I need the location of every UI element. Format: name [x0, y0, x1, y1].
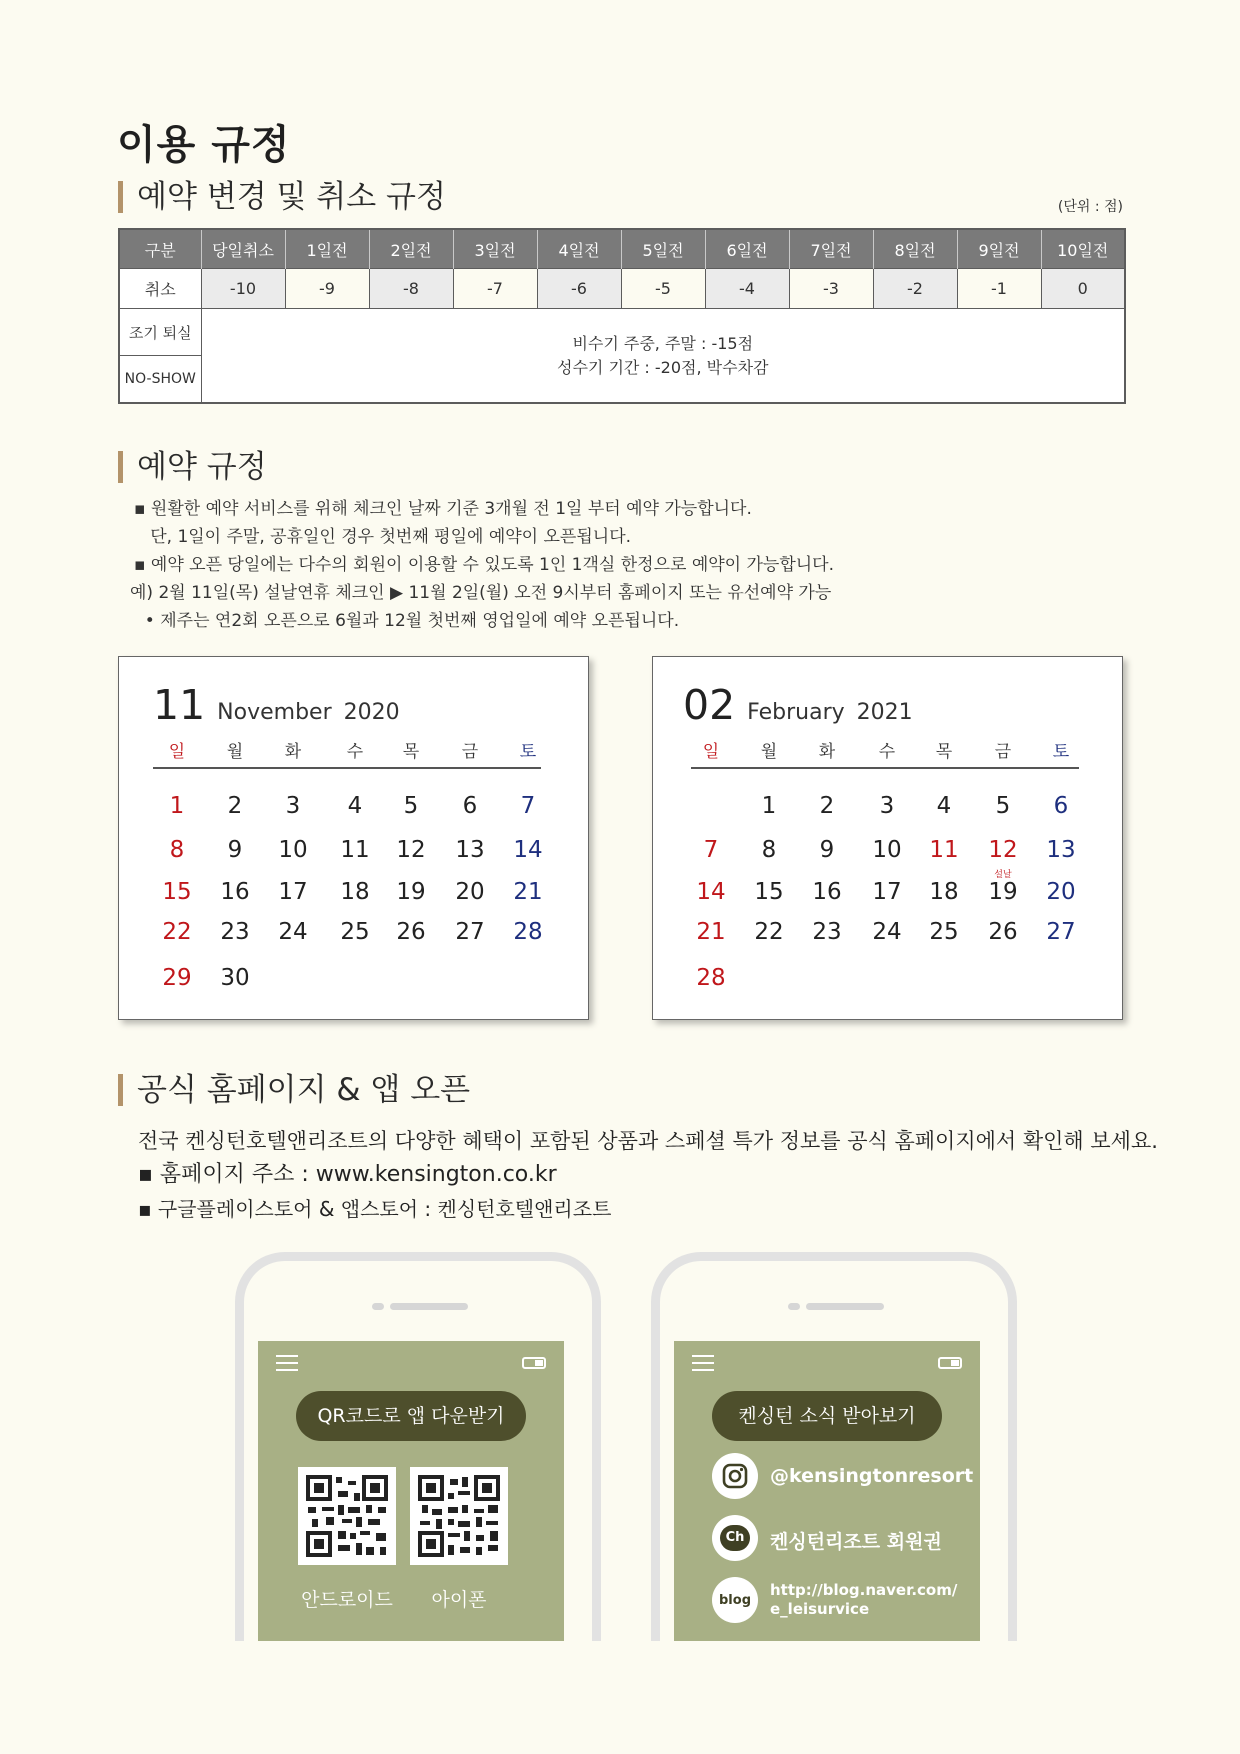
rule-line: • 제주는 연2회 오픈으로 6월과 12월 첫번째 영업일에 예약 오픈됩니다. [134, 611, 680, 631]
weekday-header: 수 [878, 742, 896, 762]
calendar-day: 18 [340, 879, 370, 905]
calendar-day: 11 [929, 837, 959, 863]
calendar-day: 20 [1046, 879, 1076, 905]
table-cell: -3 [789, 269, 873, 309]
calendar-day: 11 [340, 837, 370, 863]
weekday-header: 토 [1052, 742, 1070, 762]
calendar-day: 4 [347, 793, 363, 819]
calendar-day: 7 [703, 837, 719, 863]
calendar-day: 2 [819, 793, 835, 819]
calendar-day: 6 [462, 793, 478, 819]
section-title-reservation-rules: 예약 규정 [118, 451, 267, 483]
weekday-header: 일 [702, 742, 720, 762]
menu-icon[interactable] [276, 1355, 298, 1371]
calendar-year: 2021 [856, 700, 913, 725]
table-cell: -9 [285, 269, 369, 309]
table-header-cell: 1일전 [285, 229, 369, 269]
section-title-homepage-app: 공식 홈페이지 & 앱 오픈 [118, 1074, 470, 1106]
calendar-day: 8 [761, 837, 777, 863]
calendar-day: 6 [1053, 793, 1069, 819]
table-header-cell: 4일전 [537, 229, 621, 269]
phone-speaker [806, 1303, 884, 1310]
calendar-day: 24 [278, 919, 308, 945]
table-row-cancel [119, 269, 1125, 309]
instagram-icon [712, 1453, 758, 1499]
calendar-day: 21 [513, 879, 543, 905]
phone-screen [258, 1341, 564, 1641]
calendar-divider [691, 767, 1079, 769]
calendar-day: 23 [220, 919, 250, 945]
weekday-header: 수 [346, 742, 364, 762]
table-row-label: NO-SHOW [119, 356, 201, 404]
calendar-day: 16 [220, 879, 250, 905]
calendar-day: 8 [169, 837, 185, 863]
phone-speaker [390, 1303, 468, 1310]
calendar-day: 9 [227, 837, 243, 863]
page-title: 이용 규정 [117, 122, 291, 168]
calendar-day: 27 [1046, 919, 1076, 945]
blog-url: http://blog.naver.com/ e_leisurvice [770, 1581, 958, 1618]
table-cell: -1 [957, 269, 1041, 309]
section-title-cancel-policy: 예약 변경 및 취소 규정 [118, 181, 446, 213]
android-label: 안드로이드 [301, 1589, 393, 1611]
weekday-header: 금 [994, 742, 1012, 762]
calendar-day: 15 [754, 879, 784, 905]
reservation-rules-list [130, 495, 834, 635]
homepage-url: ▪ 홈페이지 주소 : www.kensington.co.kr [138, 1162, 557, 1187]
news-subscribe-button[interactable]: 켄싱턴 소식 받아보기 [712, 1391, 942, 1441]
table-cell: -7 [453, 269, 537, 309]
menu-icon[interactable] [692, 1355, 714, 1371]
calendar-day: 24 [872, 919, 902, 945]
table-cell: -8 [369, 269, 453, 309]
calendar-day: 16 [812, 879, 842, 905]
calendar-day: 22 [754, 919, 784, 945]
calendar-day: 15 [162, 879, 192, 905]
phone-mockup-app-download [235, 1252, 601, 1641]
calendar-day: 12 [396, 837, 426, 863]
table-header-cell: 6일전 [705, 229, 789, 269]
calendar-month-name: February [747, 700, 845, 725]
rule-line: 단, 1일이 주말, 공휴일인 경우 첫번째 평일에 예약이 오픈됩니다. [134, 527, 632, 547]
rule-line: ▪ 원활한 예약 서비스를 위해 체크인 날짜 기준 3개월 전 1일 부터 예약 가능합니다. [134, 499, 752, 519]
app-store-info: ▪ 구글플레이스토어 & 앱스토어 : 켄싱턴호텔앤리조트 [138, 1197, 612, 1221]
table-header-cell: 구분 [119, 229, 201, 269]
table-cell: -4 [705, 269, 789, 309]
calendar-header [153, 681, 400, 729]
calendar-day: 12 [988, 837, 1018, 863]
calendar-day: 5 [995, 793, 1011, 819]
calendar-day: 13 [1046, 837, 1076, 863]
table-header-cell: 9일전 [957, 229, 1041, 269]
phone-screen [674, 1341, 980, 1641]
weekday-header: 금 [461, 742, 479, 762]
calendar-day: 19 [396, 879, 426, 905]
cancel-policy-table [118, 228, 1126, 404]
calendar-day: 14 [696, 879, 726, 905]
calendar-year: 2020 [343, 700, 400, 725]
calendar-day: 2 [227, 793, 243, 819]
calendar-day: 21 [696, 919, 726, 945]
qr-code-iphone-icon[interactable] [410, 1467, 508, 1565]
calendar-divider [153, 767, 541, 769]
table-header-cell: 3일전 [453, 229, 537, 269]
calendar-day: 9 [819, 837, 835, 863]
app-download-button[interactable]: QR코드로 앱 다운받기 [296, 1391, 526, 1441]
rule-line: 예) 2월 11일(목) 설날연휴 체크인 ▶ 11월 2일(월) 오전 9시부터 홈페이지 또는 유선예약 가능 [130, 583, 832, 603]
blog-icon: blog [712, 1577, 758, 1623]
calendar-day: 3 [879, 793, 895, 819]
calendar-day: 17 [872, 879, 902, 905]
penalty-line-offseason: 비수기 주중, 주말 : -15점 [572, 333, 754, 353]
phone-camera-dot [372, 1303, 384, 1310]
calendar-day: 4 [936, 793, 952, 819]
table-header-cell: 당일취소 [201, 229, 285, 269]
weekday-header: 일 [168, 742, 186, 762]
calendar-header [683, 681, 913, 729]
calendar-day: 26 [396, 919, 426, 945]
calendar-february-2021 [652, 656, 1123, 1020]
calendar-month-number: 11 [153, 681, 206, 729]
phone-mockup-news [651, 1252, 1017, 1641]
table-cell: -10 [201, 269, 285, 309]
rule-line: ▪ 예약 오픈 당일에는 다수의 회원이 이용할 수 있도록 1인 1객실 한정으로 예약이 가능합니다. [134, 555, 834, 575]
weekday-header: 토 [519, 742, 537, 762]
table-cell: 0 [1041, 269, 1125, 309]
calendar-day: 28 [513, 919, 543, 945]
instagram-handle: @kensingtonresort [770, 1465, 974, 1487]
table-cell: -6 [537, 269, 621, 309]
calendar-day: 10 [872, 837, 902, 863]
penalty-note [201, 309, 1125, 404]
weekday-header: 화 [818, 742, 836, 762]
calendar-month-number: 02 [683, 681, 736, 729]
table-cell: -5 [621, 269, 705, 309]
calendar-day: 30 [220, 965, 250, 991]
kakao-channel-name: 켄싱턴리조트 회원권 [770, 1531, 942, 1553]
calendar-day: 17 [278, 879, 308, 905]
table-row-label: 조기 퇴실 [119, 309, 201, 356]
calendar-day: 29 [162, 965, 192, 991]
table-header-row [119, 229, 1125, 269]
table-row-early-checkout [119, 309, 1125, 356]
kakao-channel-link[interactable] [712, 1515, 972, 1563]
calendar-day: 18 [929, 879, 959, 905]
table-row-label: 취소 [119, 269, 201, 309]
unit-note: (단위 : 점) [1057, 199, 1123, 215]
calendar-day: 23 [812, 919, 842, 945]
calendar-day: 28 [696, 965, 726, 991]
weekday-header: 목 [402, 742, 420, 762]
instagram-link[interactable] [712, 1453, 972, 1501]
weekday-header: 화 [284, 742, 302, 762]
calendar-day: 14 [513, 837, 543, 863]
calendar-day: 3 [285, 793, 301, 819]
holiday-label: 설날 [994, 870, 1012, 880]
penalty-line-peakseason: 성수기 기간 : -20점, 박수차감 [556, 357, 769, 377]
phone-camera-dot [788, 1303, 800, 1310]
table-header-cell: 8일전 [873, 229, 957, 269]
homepage-description: 전국 켄싱턴호텔앤리조트의 다양한 혜택이 포함된 상품과 스페셜 특가 정보를 공식 홈페이지에서 확인해 보세요. [138, 1129, 1158, 1153]
calendar-day: 25 [929, 919, 959, 945]
calendar-day: 1 [169, 793, 185, 819]
calendar-day: 26 [988, 919, 1018, 945]
homepage-info [138, 1124, 1158, 1226]
weekday-header: 월 [226, 742, 244, 762]
calendar-day: 13 [455, 837, 485, 863]
calendar-day: 25 [340, 919, 370, 945]
table-header-cell: 2일전 [369, 229, 453, 269]
iphone-label: 아이폰 [431, 1589, 487, 1611]
calendar-day: 1 [761, 793, 777, 819]
calendar-day: 19 [988, 879, 1018, 905]
battery-icon [522, 1357, 546, 1369]
blog-link[interactable] [712, 1577, 972, 1625]
calendar-month-name: November [217, 700, 332, 725]
table-header-cell: 7일전 [789, 229, 873, 269]
calendar-day: 22 [162, 919, 192, 945]
calendar-day: 27 [455, 919, 485, 945]
table-header-cell: 10일전 [1041, 229, 1125, 269]
battery-icon [938, 1357, 962, 1369]
kakao-channel-icon: Ch [712, 1515, 758, 1561]
table-cell: -2 [873, 269, 957, 309]
calendar-day: 5 [403, 793, 419, 819]
calendar-day: 7 [520, 793, 536, 819]
table-header-cell: 5일전 [621, 229, 705, 269]
qr-code-android-icon[interactable] [298, 1467, 396, 1565]
calendar-day: 10 [278, 837, 308, 863]
calendar-november-2020 [118, 656, 589, 1020]
calendar-day: 20 [455, 879, 485, 905]
weekday-header: 목 [935, 742, 953, 762]
weekday-header: 월 [760, 742, 778, 762]
